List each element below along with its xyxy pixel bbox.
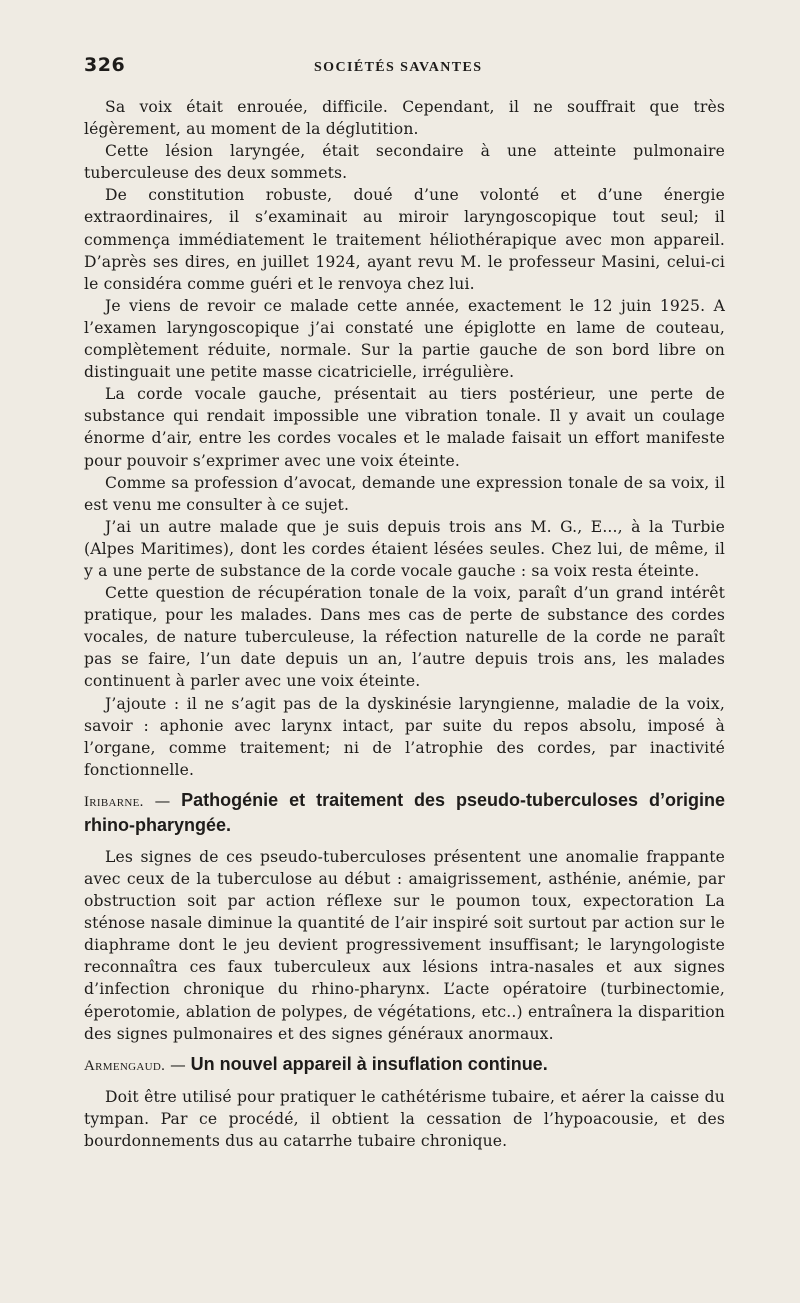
paragraph: Sa voix était enrouée, difficile. Cependant, il ne souffrait que très légèrement, au moment de la déglutition. — [84, 98, 725, 139]
paragraph: Je viens de revoir ce malade cette année, exactement le 12 juin 1925. A l’examen laryngoscopique j’ai constaté une épiglotte en lame de couteau, complètement réduite, normale. Sur la partie gauche de son bord libre on distinguait une petite masse cicatricielle, irrégulière. — [84, 296, 725, 382]
paragraph: Cette lésion laryngée, était secondaire à une atteinte pulmonaire tuberculeuse des deux sommets. — [84, 142, 725, 183]
section-title: Pathogénie et traitement des pseudo-tuberculoses d’origine rhino-pharyngée. — [84, 789, 726, 835]
paragraph: Comme sa profession d’avocat, demande une expression tonale de sa voix, il est venu me consulter à ce sujet. — [84, 473, 725, 514]
paragraph: Les signes de ces pseudo-tuberculoses présentent une anomalie frappante avec ceux de la tuberculose au début : amaigrissement, asthénie, anémie, par obstruction soit par action réflexe sur le poumon toux, expectoration La sténose nasale diminue la quantité de l’air inspiré soit surtout par action sur le diaphrame dont le jeu devient progressivement insuffisant; le laryngologiste reconnaîtra ces faux tuberculeux aux lésions intra-nasales et aux signes d’infection chronique du rhino-pharynx. L’acte opératoire (turbinectomie, éperotomie, ablation de polypes, de végétations, etc..) entraînera la disparition des signes pulmonaires et des signes généraux anormaux. — [84, 847, 725, 1043]
section-dash: — — [143, 791, 182, 810]
section-dash: — — [165, 1055, 191, 1074]
section-heading-iribarne — [84, 789, 725, 838]
paragraph: De constitution robuste, doué d’une volonté et d’une énergie extraordinaires, il s’examinait au miroir laryngoscopique tout seul; il commença immédiatement le traitement héliothérapique avec mon appareil. D’après ses dires, en juillet 1924, ayant revu M. le professeur Masini, celui-ci le considéra comme guéri et le renvoya chez lui. — [84, 186, 725, 293]
body-text — [84, 96, 725, 1152]
section-heading-armengaud — [84, 1053, 725, 1078]
paragraph: Doit être utilisé pour pratiquer le cathétérisme tubaire, et aérer la caisse du tympan. Par ce procédé, il obtient la cessation de l’hypoacousie, et des bourdonnements dus au catarrhe tubaire chronique. — [84, 1087, 725, 1150]
paragraph: J’ai un autre malade que je suis depuis trois ans M. G., E..., à la Turbie (Alpes Maritimes), dont les cordes étaient lésées seules. Chez lui, de même, il y a une perte de substance de la corde vocale gauche : sa voix resta éteinte. — [84, 517, 725, 580]
section-author: Armengaud. — [84, 1057, 166, 1074]
section-title: Un nouvel appareil à insuflation continue. — [190, 1053, 548, 1074]
paragraph: La corde vocale gauche, présentait au tiers postérieur, une perte de substance qui rendait impossible une vibration tonale. Il y avait un coulage énorme d’air, entre les cordes vocales et le malade faisait un effort manifeste pour pouvoir s’exprimer avec une voix éteinte. — [84, 385, 725, 470]
running-head: SOCIÉTÉS SAVANTES — [314, 60, 483, 75]
section-author: Iribarne. — [84, 793, 144, 810]
paragraph: Cette question de récupération tonale de la voix, paraît d’un grand intérêt pratique, pour les malades. Dans mes cas de perte de substance des cordes vocales, de nature tuberculeuse, la réfection naturelle de la corde ne paraît pas se faire, l’un date depuis un an, l’autre depuis trois ans, les malades continuent à parler avec une voix éteinte. — [84, 584, 725, 691]
page-number: 326 — [84, 54, 126, 76]
page-header — [84, 54, 725, 88]
paragraph: J’ajoute : il ne s’agit pas de la dyskinésie laryngienne, maladie de la voix, savoir : aphonie avec larynx intact, par suite du repos absolu, imposé à l’organe, comme traitement; ni de l’atrophie des cordes, par inactivité fonctionnelle. — [84, 694, 725, 779]
